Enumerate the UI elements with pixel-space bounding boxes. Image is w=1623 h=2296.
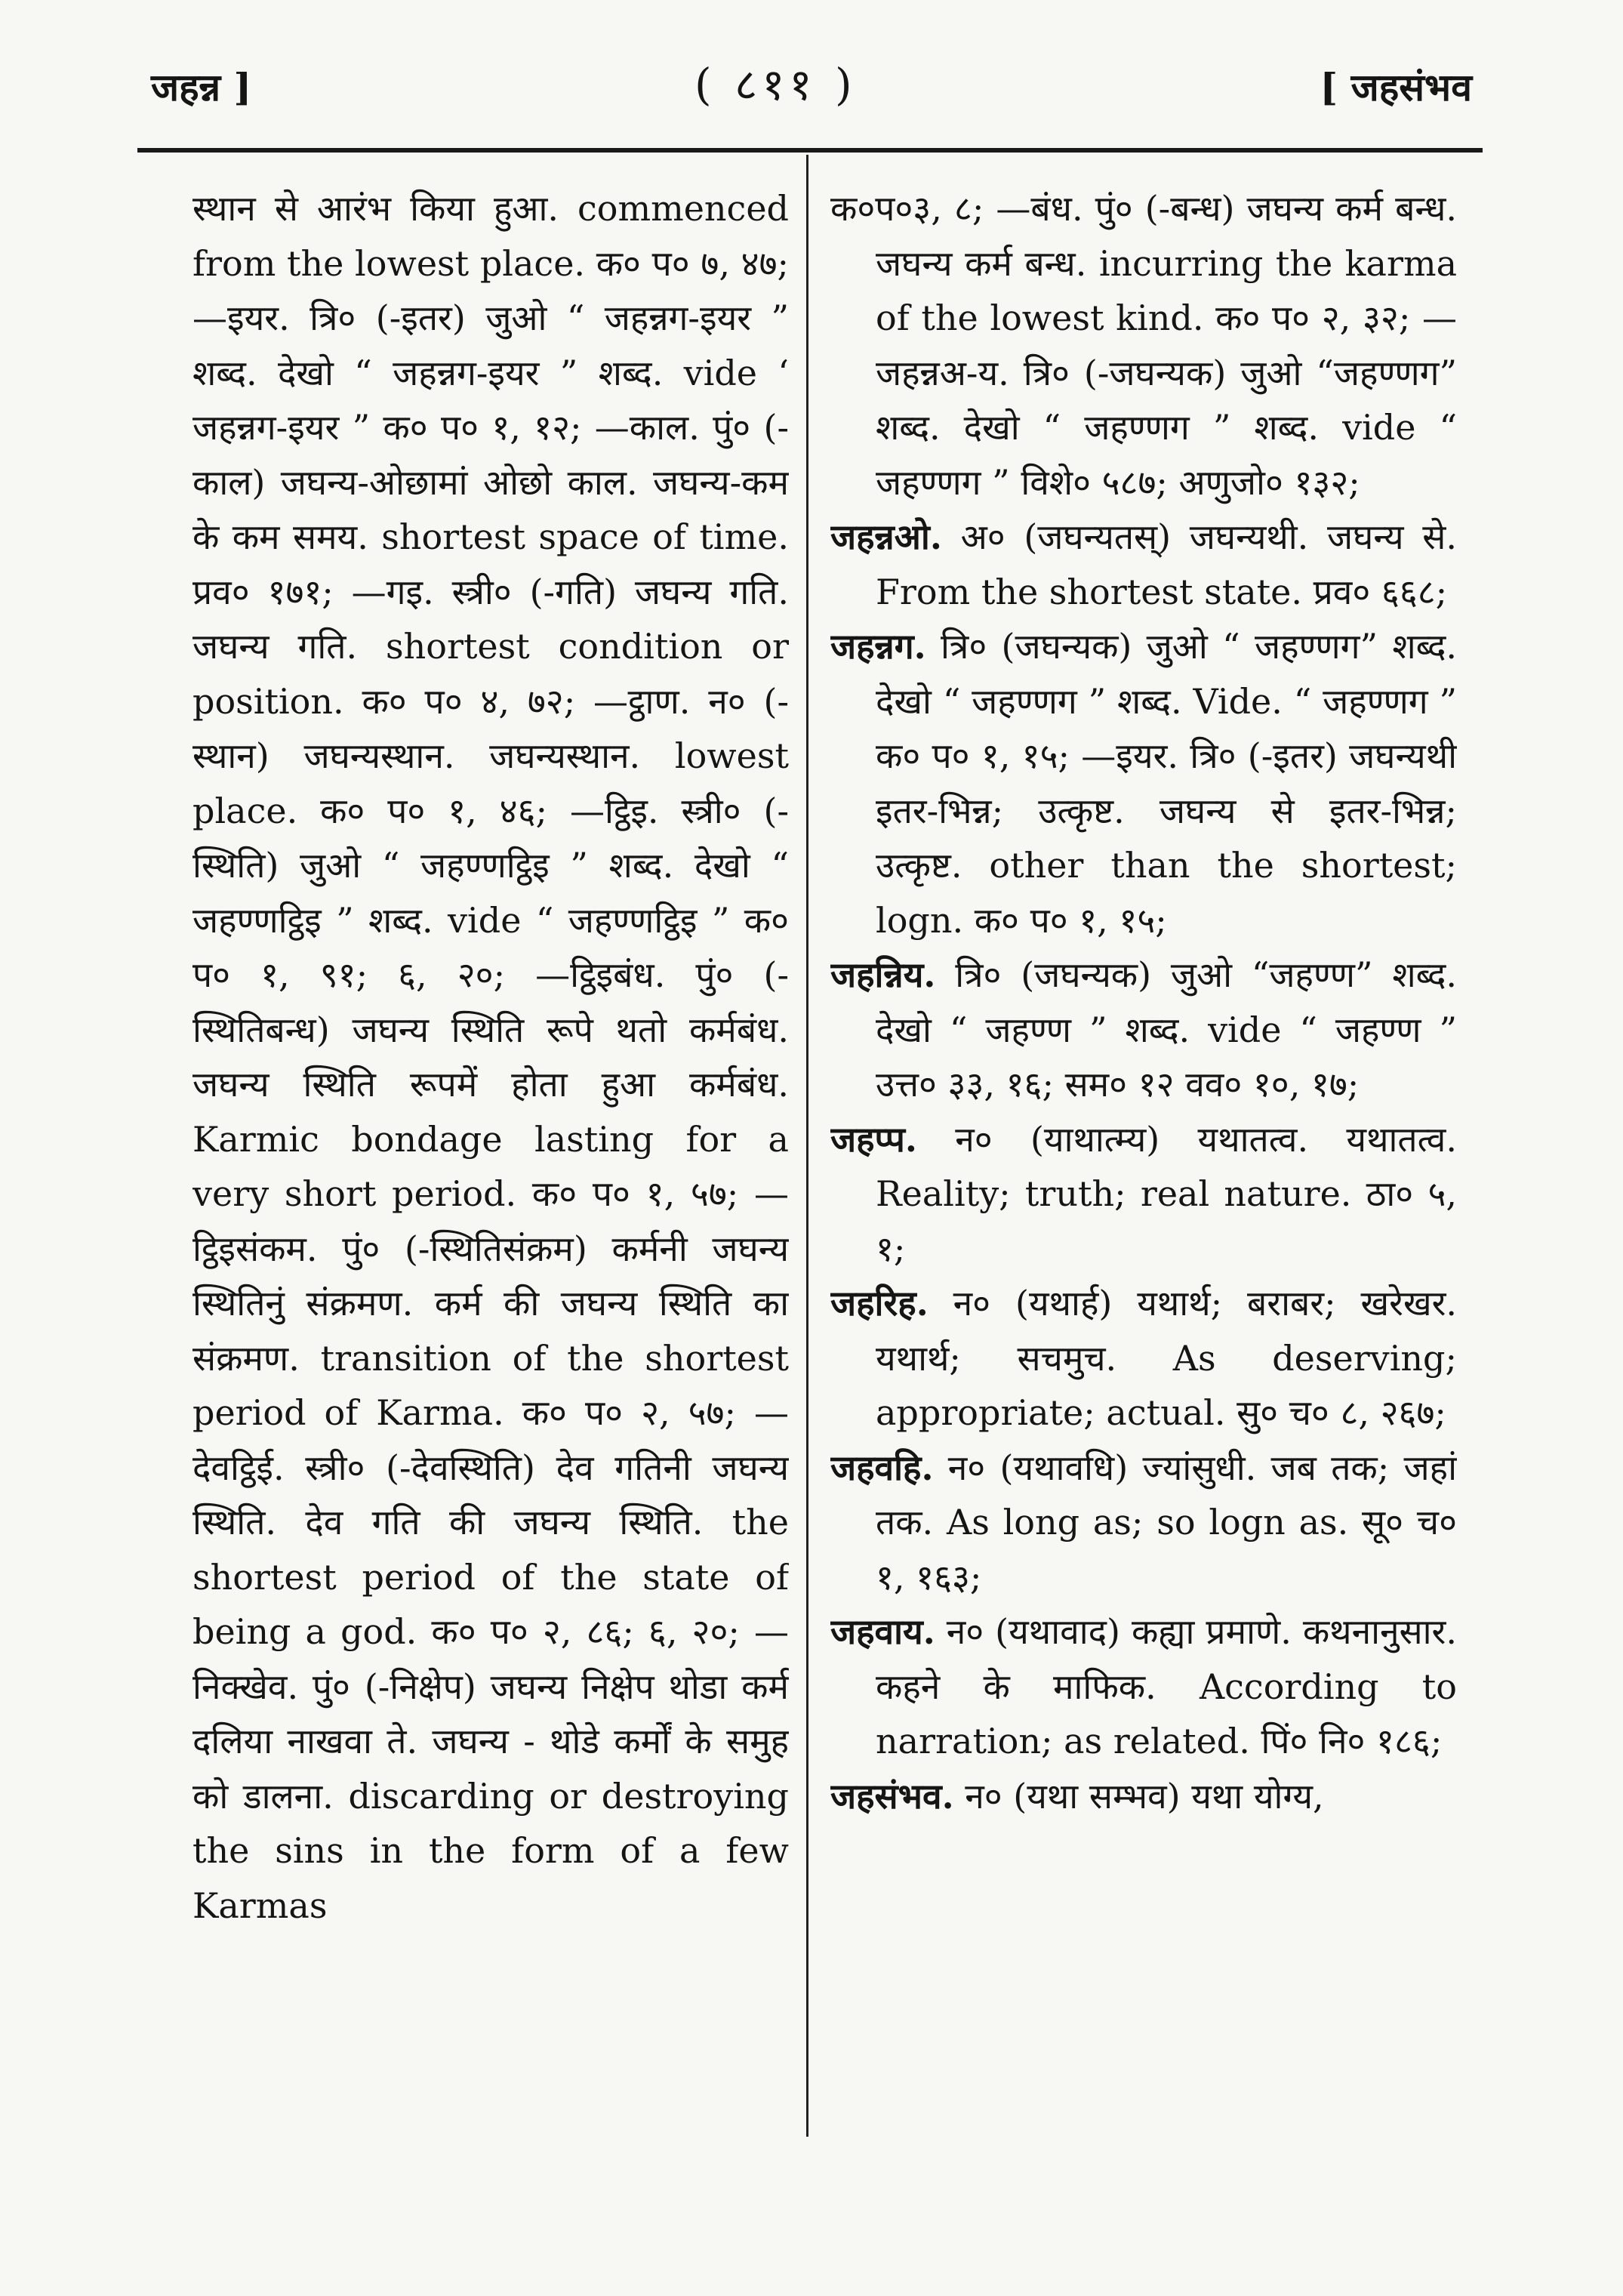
- dictionary-entry: [830, 619, 1457, 948]
- entry-text: न० (यथार्ह) यथार्थ; बराबर; खरेखर. यथार्थ; सचमुच. As deserving; appropriate; actual. सु० च० ८, २६७;: [876, 1283, 1457, 1433]
- entry-headword: जहन्नओ.: [830, 516, 942, 557]
- dictionary-entry: [830, 1769, 1457, 1824]
- dictionary-entry: [830, 948, 1457, 1112]
- entry-headword: जहवाय.: [830, 1611, 935, 1652]
- entry-text: त्रि० (जघन्यक) जुओ “ जहण्णग” शब्द. देखो “ जहण्णग ” शब्द. Vide. “ जहण्णग ” क० प० १, १५; —इयर. त्रि० (-इतर) जघन्यथी इतर-भिन्न; उत्कृष्ट. जघन्य से इतर-भिन्न; उत्कृष्ट. other than the shortest; logn. क० प० १, १५;: [876, 626, 1457, 941]
- entry-headword: जहप्प.: [830, 1118, 917, 1160]
- header-left-guideword: जहन्न ]: [151, 65, 252, 109]
- header-rule: [137, 148, 1483, 153]
- entry-text: अ० (जघन्यतस्) जघन्यथी. जघन्य से. From the shortest state. प्रव० ६६८;: [876, 516, 1457, 612]
- entry-headword: जहन्निय.: [830, 954, 936, 995]
- dictionary-entry: [830, 1441, 1457, 1605]
- dictionary-entry: [830, 510, 1457, 619]
- dictionary-entry: [830, 1604, 1457, 1769]
- entry-headword: जहवहि.: [830, 1447, 934, 1488]
- entry-headword: जहसंभव.: [830, 1775, 954, 1817]
- column-divider: [806, 155, 808, 2137]
- dictionary-entry: [830, 181, 1457, 510]
- right-column: [830, 181, 1457, 2190]
- dictionary-entry: [830, 1276, 1457, 1441]
- header-right-guideword: [ जहसंभव: [1320, 65, 1472, 109]
- left-column-text: स्थान से आरंभ किया हुआ. commenced from the lowest place. क० प० ७, ४७; —इयर. त्रि० (-इतर) जुओ “ जहन्नग-इयर ” शब्द. देखो “ जहन्नग-इयर ” शब्द. vide ‘ जहन्नग-इयर ” क० प० १, १२; —काल. पुं० (-काल) जघन्य-ओछामां ओछो काल. जघन्य-कम के कम समय. shortest space of time. प्रव० १७१; —गइ. स्त्री० (-गति) जघन्य गति. जघन्य गति. shortest condition or position. क० प० ४, ७२; —ट्ठाण. न० (-स्थान) जघन्यस्थान. जघन्यस्थान. lowest place. क० प० १, ४६; —ट्ठिइ. स्त्री० (-स्थिति) जुओ “ जहण्णट्ठिइ ” शब्द. देखो “ जहण्णट्ठिइ ” शब्द. vide “ जहण्णट्ठिइ ” क० प० १, ९१; ६, २०; —ट्ठिइबंध. पुं० (-स्थितिबन्ध) जघन्य स्थिति रूपे थतो कर्मबंध. जघन्य स्थिति रूपमें होता हुआ कर्मबंध. Karmic bondage lasting for a very short period. क० प० १, ५७; —ट्ठिइसंकम. पुं० (-स्थितिसंक्रम) कर्मनी जघन्य स्थितिनुं संक्रमण. कर्म की जघन्य स्थिति का संक्रमण. transition of the shortest period of Karma. क० प० २, ५७; —देवट्ठिई. स्त्री० (-देवस्थिति) देव गतिनी जघन्य स्थिति. देव गति की जघन्य स्थिति. the shortest period of the state of being a god. क० प० २, ८६; ६, २०; —निक्खेव. पुं० (-निक्षेप) जघन्य निक्षेप थोडा कर्म दलिया नाखवा ते. जघन्य - थोडे कर्मों के समुह को डालना. discarding or destroying the sins in the form of a few Karmas: [192, 188, 789, 1926]
- entry-text: क०प०३, ८; —बंध. पुं० (-बन्ध) जघन्य कर्म बन्ध. जघन्य कर्म बन्ध. incurring the karma of the lowest kind. क० प० २, ३२; —जहन्नअ-य. त्रि० (-जघन्यक) जुओ “जहण्णग” शब्द. देखो “ जहण्णग ” शब्द. vide “ जहण्णग ” विशे० ५८७; अणुजो० १३२;: [830, 188, 1457, 503]
- entry-headword: जहरिह.: [830, 1283, 929, 1324]
- entry-text: त्रि० (जघन्यक) जुओ “जहण्ण” शब्द. देखो “ जहण्ण ” शब्द. vide “ जहण्ण ” उत्त० ३३, १६; सम० १२ वव० १०, १७;: [876, 954, 1457, 1105]
- entry-headword: जहन्नग.: [830, 626, 926, 667]
- page-number: ( ८११ ): [694, 59, 857, 110]
- entry-text: न० (यथा सम्भव) यथा योग्य,: [965, 1775, 1324, 1817]
- entry-text: न० (याथात्म्य) यथातत्व. यथातत्व. Reality; truth; real nature. ठा० ५, १;: [876, 1118, 1457, 1269]
- page-header: [136, 53, 1487, 121]
- entry-text: न० (यथावाद) कह्या प्रमाणे. कथनानुसार. कहने के माफिक. According to narration; as related. पिं० नि० १८६;: [876, 1611, 1457, 1761]
- left-column: [192, 181, 789, 2190]
- entry-text: न० (यथावधि) ज्यांसुधी. जब तक; जहां तक. As long as; so logn as. सू० च० १, १६३;: [876, 1447, 1457, 1598]
- dictionary-entry: [830, 1112, 1457, 1277]
